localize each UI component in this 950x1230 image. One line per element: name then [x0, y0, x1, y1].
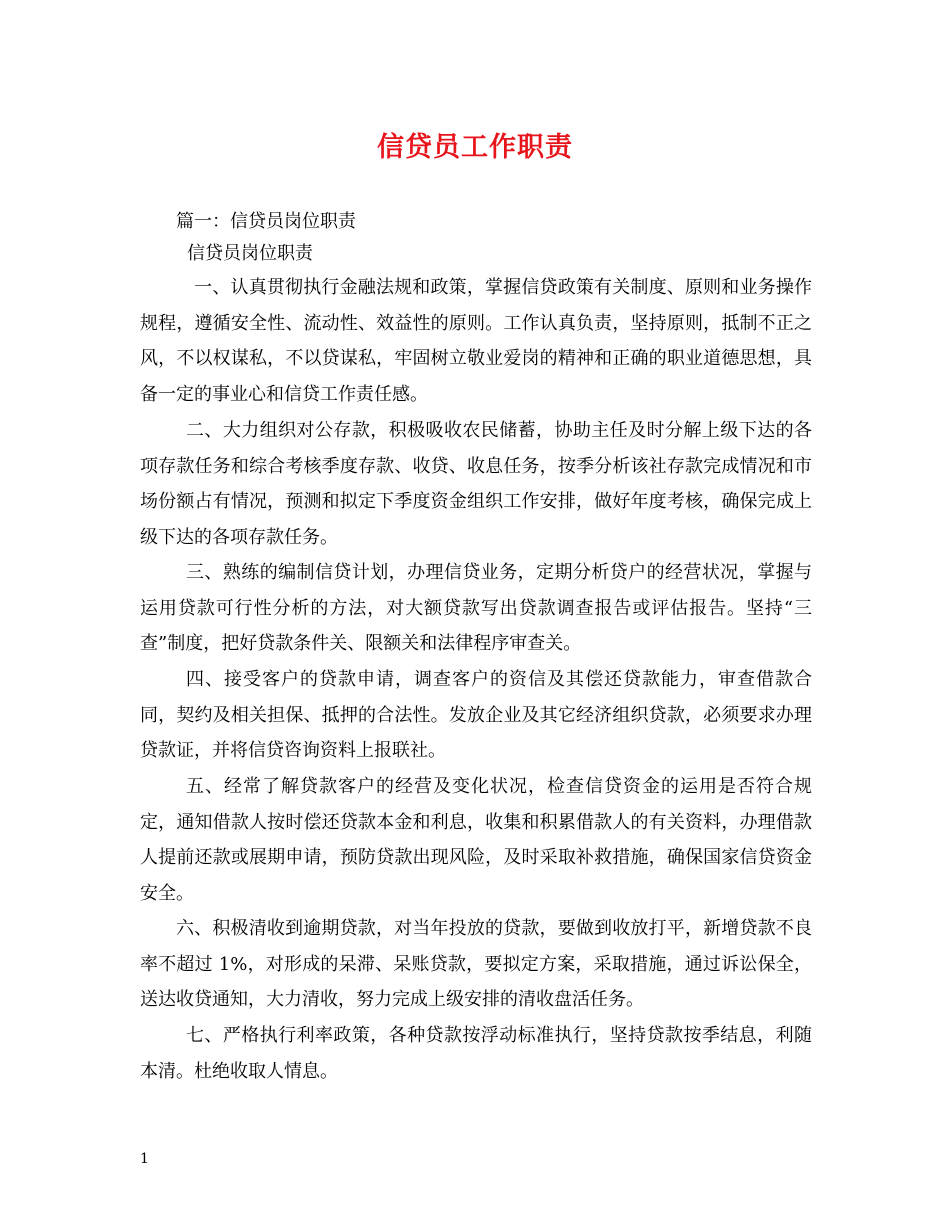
paragraph-3: 三、熟练的编制信贷计划，办理信贷业务，定期分析贷户的经营状况，掌握与运用贷款可行性分析的方法，对大额贷款写出贷款调查报告或评估报告。坚持“三查”制度，把好贷款条件关、限额关和法律程序审查关。 — [140, 562, 812, 654]
section-heading: 篇一：信贷员岗位职责 — [176, 211, 356, 232]
paragraph-2: 二、大力组织对公存款，积极吸收农民储蓄，协助主任及时分解上级下达的各项存款任务和综合考核季度存款、收贷、收息任务，按季分析该社存款完成情况和市场份额占有情况，预测和拟定下季度资金组织工作安排，做好年度考核，确保完成上级下达的各项存款任务。 — [140, 420, 812, 548]
paragraph-4: 四、接受客户的贷款申请，调查客户的资信及其偿还贷款能力，审查借款合同，契约及相关担保、抵押的合法性。发放企业及其它经济组织贷款，必须要求办理贷款证，并将信贷咨询资料上报联社。 — [140, 669, 812, 761]
subheading: 信贷员岗位职责 — [187, 243, 313, 264]
paragraph-6: 六、积极清收到逾期贷款，对当年投放的贷款，要做到收放打平，新增贷款不良率不超过 1%，对形成的呆滞、呆账贷款，要拟定方案，采取措施，通过诉讼保全，送达收贷通知，大力清收，努力完成上级安排的清收盘活任务。 — [140, 918, 812, 1010]
document-title: 信贷员工作职责 — [377, 132, 573, 163]
paragraph-1: 一、认真贯彻执行金融法规和政策，掌握信贷政策有关制度、原则和业务操作规程，遵循安全性、流动性、效益性的原则。工作认真负责，坚持原则，抵制不正之风，不以权谋私，不以贷谋私，牢固树立敬业爱岗的精神和正确的职业道德思想，具备一定的事业心和信贷工作责任感。 — [140, 277, 812, 405]
page-number: 1 — [140, 1151, 149, 1167]
paragraph-5: 五、经常了解贷款客户的经营及变化状况，检查信贷资金的运用是否符合规定，通知借款人按时偿还贷款本金和利息，收集和积累借款人的有关资料，办理借款人提前还款或展期申请，预防贷款出现风险，及时采取补救措施，确保国家信贷资金安全。 — [140, 776, 812, 904]
paragraph-7: 七、严格执行利率政策，各种贷款按浮动标准执行，坚持贷款按季结息，利随本清。杜绝收取人情息。 — [140, 1025, 812, 1082]
